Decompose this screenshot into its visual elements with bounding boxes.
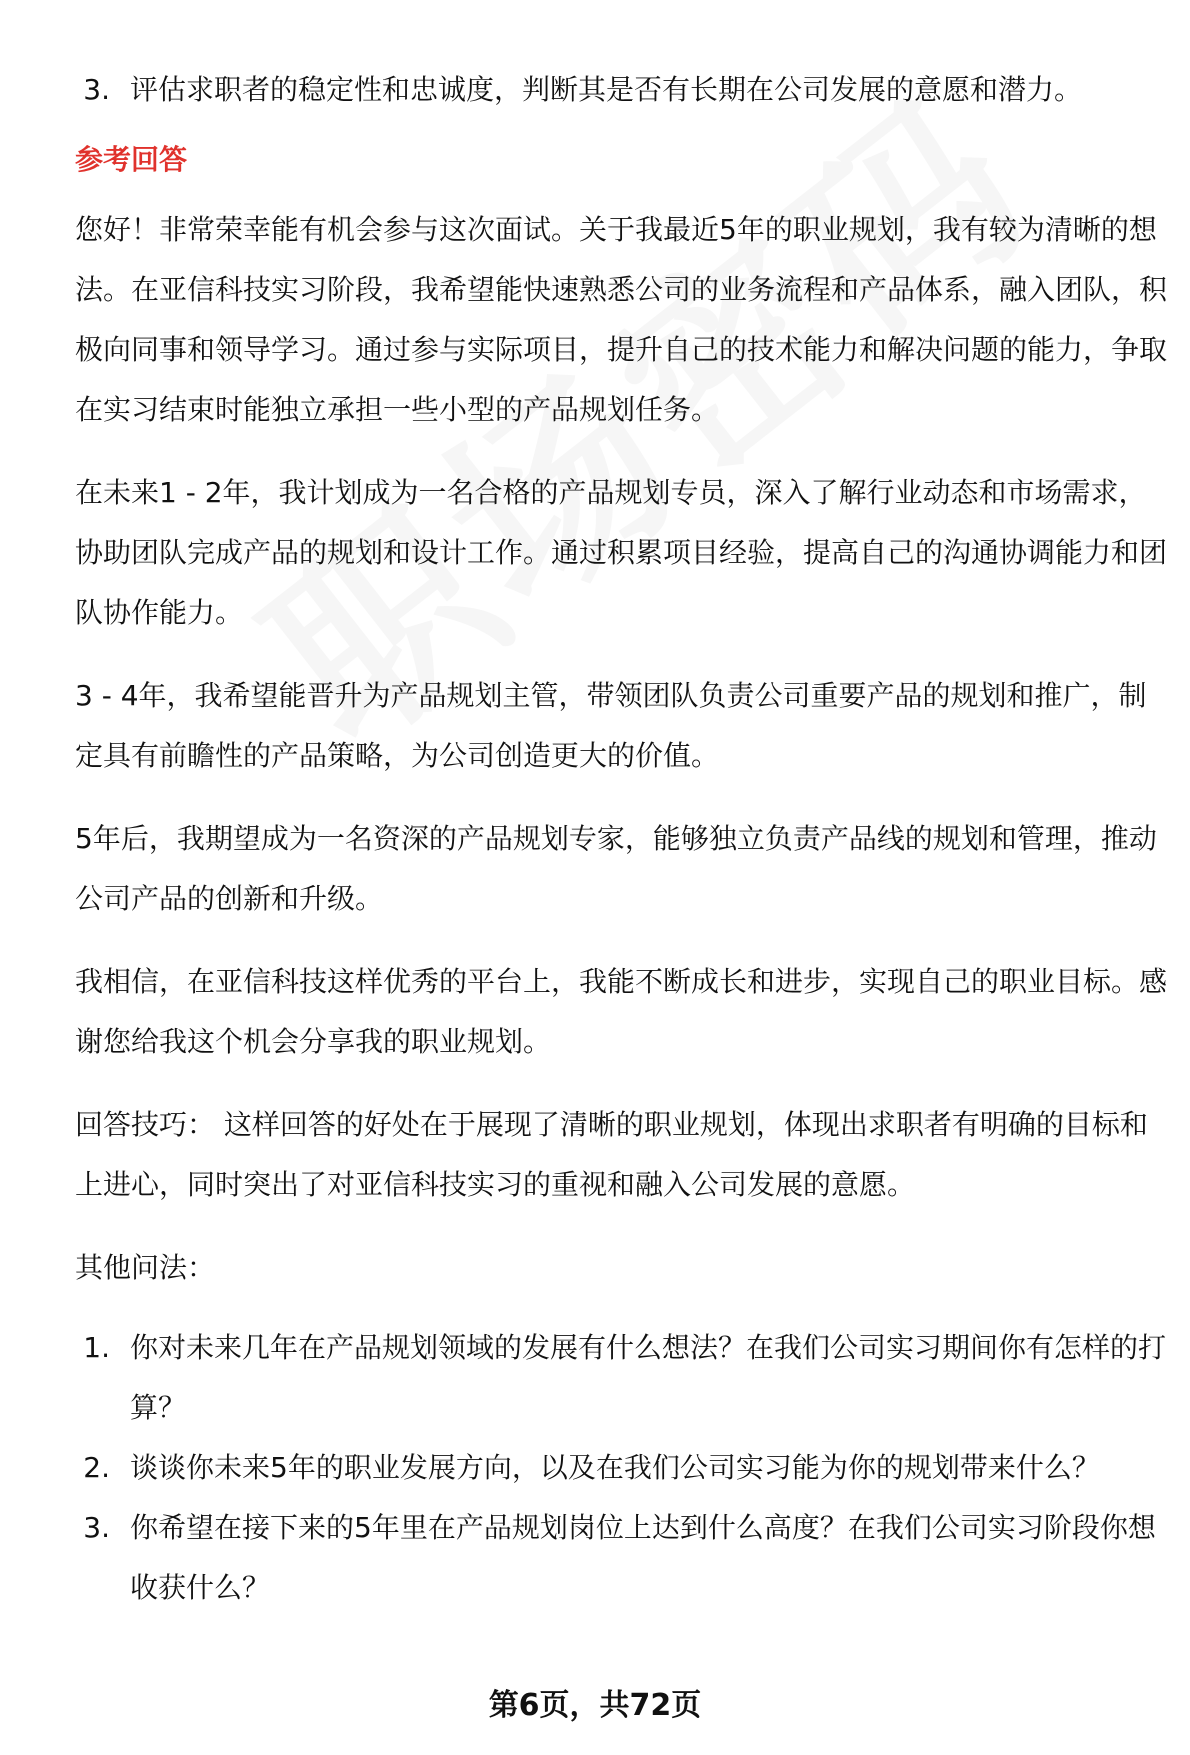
answer-paragraph-1: 您好！非常荣幸能有机会参与这次面试。关于我最近5年的职业规划，我有较为清晰的想法。在亚信科技实习阶段，我希望能快速熟悉公司的业务流程和产品体系，融入团队，积极向同事和领导学习。通过参与实际项目，提升自己的技术能力和解决问题的能力，争取在实习结束时能独立承担一些小型的产品规划任务。 bbox=[75, 213, 1168, 426]
list-item-number: 1. bbox=[83, 1331, 110, 1364]
list-item-number: 2. bbox=[83, 1451, 110, 1484]
answer-paragraph-2: 在未来1 - 2年，我计划成为一名合格的产品规划专员，深入了解行业动态和市场需求，协助团队完成产品的规划和设计工作。通过积累项目经验，提高自己的沟通协调能力和团队协作能力。 bbox=[75, 476, 1168, 629]
answer-paragraph-4: 5年后，我期望成为一名资深的产品规划专家，能够独立负责产品线的规划和管理，推动公司产品的创新和升级。 bbox=[75, 822, 1157, 915]
answer-paragraph-3: 3 - 4年，我希望能晋升为产品规划主管，带领团队负责公司重要产品的规划和推广，制定具有前瞻性的产品策略，为公司创造更大的价值。 bbox=[75, 679, 1147, 772]
list-item-text: 你对未来几年在产品规划领域的发展有什么想法？在我们公司实习期间你有怎样的打算？ bbox=[130, 1331, 1167, 1424]
list-item-text: 你希望在接下来的5年里在产品规划岗位上达到什么高度？在我们公司实习阶段你想收获什么？ bbox=[130, 1511, 1156, 1604]
answer-tips: 回答技巧： 这样回答的好处在于展现了清晰的职业规划，体现出求职者有明确的目标和上进心，同时突出了对亚信科技实习的重视和融入公司发展的意愿。 bbox=[75, 1108, 1148, 1201]
list-item bbox=[75, 1318, 1170, 1438]
list-item bbox=[75, 1498, 1170, 1618]
list-item-number: 3. bbox=[83, 1511, 110, 1544]
page-number: 第6页，共72页 bbox=[488, 1688, 702, 1723]
list-item bbox=[75, 60, 1170, 120]
list-item bbox=[75, 1438, 1170, 1498]
section-heading: 参考回答 bbox=[75, 143, 188, 176]
other-questions-list bbox=[75, 1318, 1170, 1618]
other-questions-label: 其他问法： bbox=[75, 1251, 216, 1284]
top-list bbox=[75, 60, 1170, 120]
answer-paragraph-5: 我相信，在亚信科技这样优秀的平台上，我能不断成长和进步，实现自己的职业目标。感谢您给我这个机会分享我的职业规划。 bbox=[75, 965, 1168, 1058]
list-item-text: 谈谈你未来5年的职业发展方向，以及在我们公司实习能为你的规划带来什么？ bbox=[130, 1451, 1100, 1484]
list-item-text: 评估求职者的稳定性和忠诚度，判断其是否有长期在公司发展的意愿和潜力。 bbox=[130, 73, 1083, 106]
list-item-number: 3. bbox=[83, 73, 110, 106]
document-body bbox=[75, 60, 1170, 1618]
